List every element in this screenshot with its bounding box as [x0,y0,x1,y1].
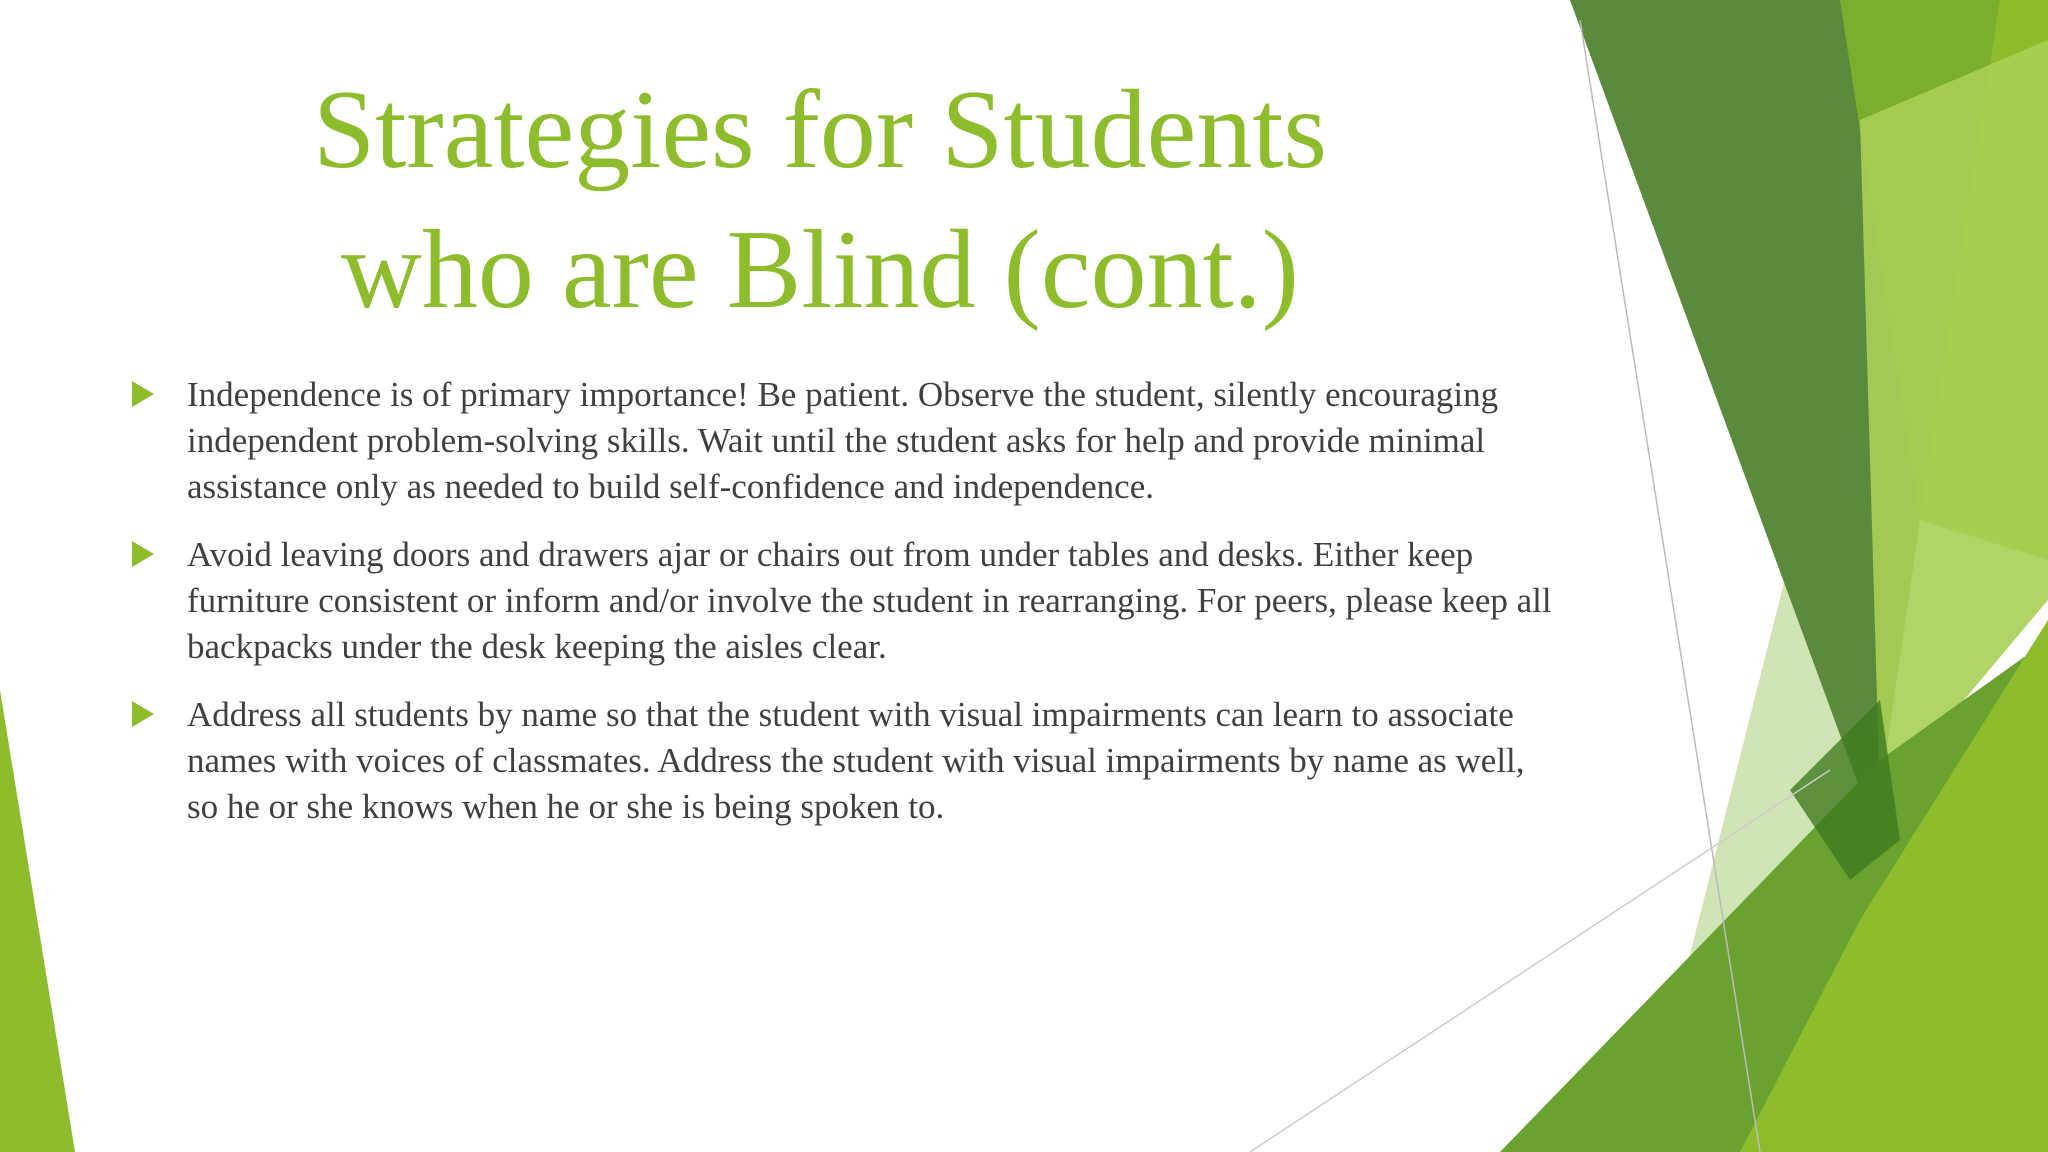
bullet-list [132,372,1552,852]
bullet-text: Avoid leaving doors and drawers ajar or chairs out from under tables and desks. Either keep furniture consistent or inform and/or involve the student in rearranging. For peers, please keep all backpacks under the desk keeping the aisles clear. [187,535,1552,666]
triangle-bullet-icon [132,701,154,727]
bullet-text: Independence is of primary importance! Be patient. Observe the student, silently encouraging independent problem-solving skills. Wait until the student asks for help and provide minimal assistance only as needed to build self-confidence and independence. [187,375,1499,506]
title-line-1: Strategies for Students [312,68,1328,192]
bullet-text: Address all students by name so that the student with visual impairments can learn to associate names with voices of classmates. Address the student with visual impairments by name as well, so he or she knows when he or she is being spoken to. [187,695,1525,826]
bullet-item [132,692,1552,830]
triangle-bullet-icon [132,541,154,567]
title-line-2: who are Blind (cont.) [341,208,1299,332]
triangle-bullet-icon [132,381,154,407]
slide-title [180,60,1460,340]
bullet-item [132,532,1552,670]
bullet-item [132,372,1552,510]
facet-left-edge [0,690,75,1152]
